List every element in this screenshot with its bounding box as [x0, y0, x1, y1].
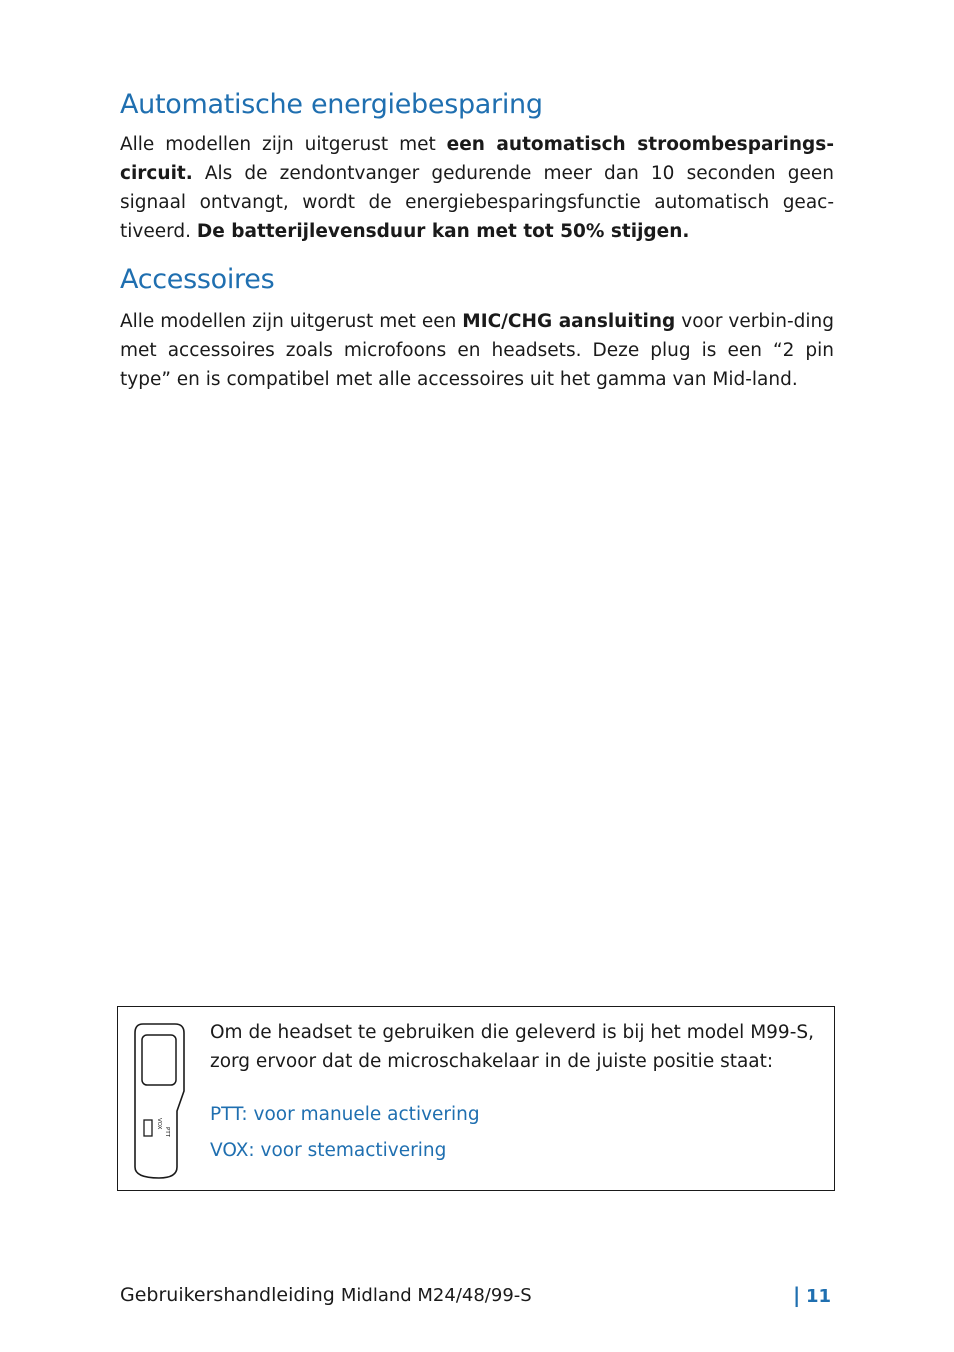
energy-text-bold-circuit: een automatisch stroombesparings-circuit.	[120, 134, 834, 184]
section-heading-energy-saving: Automatische energiebesparing	[120, 89, 543, 120]
accessories-text-body: voor verbin-ding met accessoires zoals microfoons en headsets. Deze plug is een “2 pin type” en is compatibel met alle accessoires uit het gamma van Mid-land.	[120, 311, 834, 390]
accessories-text-intro: Alle modellen zijn uitgerust met een	[120, 311, 463, 332]
switch-label-vox: VOX	[156, 1118, 162, 1130]
page-number: 11	[806, 1286, 832, 1307]
footer-model-name: Midland M24/48/99-S	[340, 1285, 532, 1306]
accessories-paragraph	[120, 307, 834, 394]
energy-saving-paragraph	[120, 130, 834, 246]
energy-text-intro: Alle modellen zijn uitgerust met	[120, 134, 447, 155]
ptt-mode-line: PTT: voor manuele activering	[210, 1104, 480, 1125]
headset-switch-illustration	[133, 1023, 185, 1179]
energy-text-bold-battery: De batterijlevensduur kan met tot 50% stijgen.	[196, 221, 690, 242]
accessories-text-bold-connector: MIC/CHG aansluiting	[462, 311, 676, 332]
section-heading-accessories: Accessoires	[120, 264, 275, 295]
footer-manual-title: Gebruikershandleiding	[120, 1284, 335, 1306]
footer-separator: |	[793, 1283, 801, 1307]
footer-title	[120, 1284, 532, 1306]
energy-text-body: Als de zendontvanger gedurende meer dan 10 seconden geen signaal ontvangt, wordt de energiebesparingsfunctie automatisch geac-tiveerd.	[120, 163, 834, 242]
vox-mode-line: VOX: voor stemactivering	[210, 1140, 447, 1161]
switch-label-ptt: PTT	[164, 1127, 170, 1137]
headset-note-text: Om de headset te gebruiken die geleverd is bij het model M99-S, zorg ervoor dat de microschakelaar in de juiste positie staat:	[210, 1022, 814, 1072]
